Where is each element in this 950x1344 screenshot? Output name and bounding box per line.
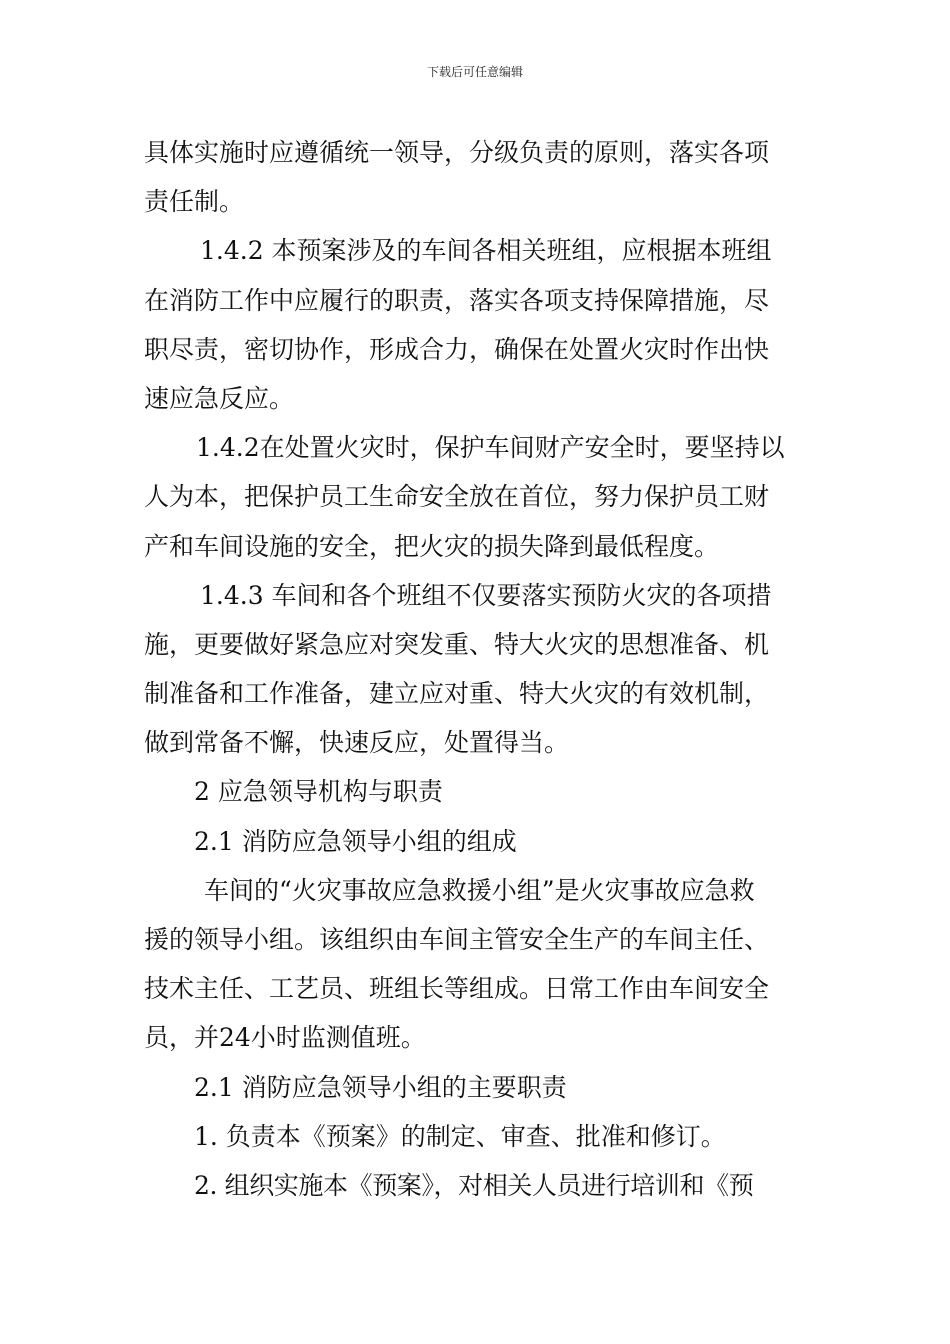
list-item: 2. 组织实施本《预案》，对相关人员进行培训和《预 — [194, 1170, 754, 1200]
paragraph-line: 产和车间设施的安全，把火灾的损失降到最低程度。 — [144, 531, 720, 561]
paragraph-line: 车间的“火灾事故应急救援小组”是火灾事故应急救 — [204, 875, 755, 905]
paragraph-line: 1.4.2在处置火灾时，保护车间财产安全时，要坚持以 — [196, 433, 785, 463]
subsection-heading: 2.1 消防应急领导小组的主要职责 — [194, 1072, 567, 1102]
paragraph-line: 制准备和工作准备，建立应对重、特大火灾的有效机制， — [144, 679, 770, 709]
paragraph-line: 速应急反应。 — [144, 383, 295, 413]
list-item: 1. 负责本《预案》的制定、审查、批准和修订。 — [194, 1121, 726, 1151]
paragraph-line: 员，并24小时监测值班。 — [144, 1023, 426, 1053]
paragraph-line: 职尽责，密切协作，形成合力，确保在处置火灾时作出快 — [144, 334, 770, 364]
body-text — [144, 128, 808, 1210]
paragraph-line: 责任制。 — [144, 187, 245, 217]
paragraph-line: 人为本，把保护员工生命安全放在首位，努力保护员工财 — [144, 482, 770, 512]
paragraph-line: 援的领导小组。该组织由车间主管安全生产的车间主任、 — [144, 925, 770, 954]
paragraph-line: 1.4.2 本预案涉及的车间各相关班组，应根据本班组 — [200, 236, 772, 266]
paragraph-line: 施，更要做好紧急应对突发重、特大火灾的思想准备、机 — [144, 629, 770, 659]
paragraph-line: 1.4.3 车间和各个班组不仅要落实预防火灾的各项措 — [200, 580, 772, 610]
paragraph-line: 做到常备不懈，快速反应，处置得当。 — [144, 728, 570, 758]
paragraph-line: 在消防工作中应履行的职责，落实各项支持保障措施，尽 — [144, 285, 770, 315]
paragraph-line: 技术主任、工艺员、班组长等组成。日常工作由车间安全 — [144, 974, 770, 1004]
paragraph-line: 具体实施时应遵循统一领导，分级负责的原则，落实各项 — [144, 138, 770, 167]
section-heading: 2 应急领导机构与职责 — [194, 777, 443, 807]
page-header: 下载后可任意编辑 — [426, 65, 523, 79]
subsection-heading: 2.1 消防应急领导小组的组成 — [194, 826, 517, 856]
